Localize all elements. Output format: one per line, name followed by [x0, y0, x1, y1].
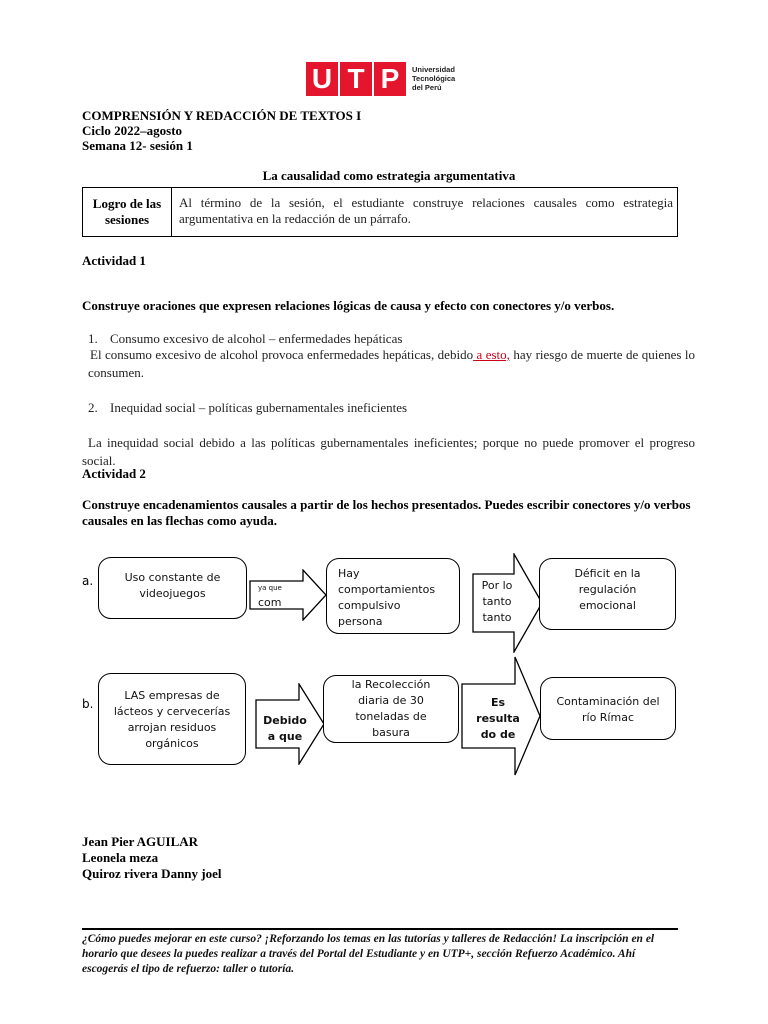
- item1-answer-text: hay riesgo de muerte de quienes lo consumen.: [88, 347, 695, 380]
- utp-logo: [306, 62, 474, 96]
- logo-letter-t: T: [340, 62, 372, 96]
- chain-b-cause-box: [98, 673, 246, 765]
- cycle-label: Ciclo 2022–agosto: [82, 123, 183, 138]
- logro-text: Al término de la sesión, el estudiante construye relaciones causales como estrategia argumentativa en la redacción de un párrafo.: [179, 195, 673, 226]
- chain-b-effect-box: [540, 677, 676, 740]
- logo-subtitle-line: Tecnológica: [412, 74, 456, 83]
- logo-letter-p: P: [374, 62, 406, 96]
- chain-b-label: b.: [82, 697, 94, 711]
- activity2-heading: Actividad 2: [82, 466, 146, 481]
- logo-subtitle-line: del Perú: [412, 83, 442, 92]
- page-title: La causalidad como estrategia argumentativa: [262, 168, 516, 183]
- course-title: COMPRENSIÓN Y REDACCIÓN DE TEXTOS I: [82, 108, 362, 123]
- logo-subtitle-line: Universidad: [412, 65, 455, 74]
- logo-subtitle: [412, 65, 455, 92]
- author-name: Leonela meza: [82, 850, 159, 865]
- author-name: Quiroz rivera Danny joel: [82, 866, 222, 881]
- chain-a-effect-box: [539, 558, 676, 630]
- chain-b-arrow-2-label: Es resulta do de: [476, 696, 520, 741]
- chain-a-arrow-2-label: Por lo tanto tanto: [481, 579, 513, 624]
- chain-b-cause-text: LAS empresas de lácteos y cervecerías arrojan residuos orgánicos: [113, 689, 231, 750]
- chain-b-arrow-1-label: Debido a que: [263, 714, 307, 743]
- item2-title: Inequidad social – políticas gubernamentales ineficientes: [110, 400, 408, 415]
- footer-divider: [82, 928, 678, 930]
- chain-a-arrow-1-label: com: [258, 596, 282, 609]
- week-label: Semana 12- sesión 1: [82, 138, 193, 153]
- logo-letter-u: U: [306, 62, 338, 96]
- footer-note: ¿Cómo puedes mejorar en este curso? ¡Reforzando los temas en las tutorías y talleres de Redacción! La inscripción en el horario que desees la puedes realizar a través del Portal del Estudiante y en UTP+, sección Refuerzo Académico. Ahí escogerás el tipo de refuerzo: taller o tutoría.: [82, 933, 655, 975]
- logro-label: Logro de las sesiones: [83, 188, 172, 236]
- item1-answer: [88, 346, 695, 382]
- chain-a-middle-box: [326, 558, 460, 634]
- item1-answer-text: El consumo excesivo de alcohol provoca enfermedades hepáticas, debido: [90, 347, 474, 362]
- activity1-instruction: Construye oraciones que expresen relaciones lógicas de causa y efecto con conectores y/o verbos.: [82, 298, 615, 313]
- chain-a-cause-box: [98, 557, 247, 619]
- chain-b-effect-text: Contaminación del río Rímac: [556, 695, 660, 724]
- chain-a-arrow-1-small: ya que: [258, 584, 282, 592]
- item1-title: Consumo excesivo de alcohol – enfermedades hepáticas: [110, 331, 403, 346]
- logro-table: [82, 187, 678, 237]
- chain-b-middle-box: [323, 675, 459, 743]
- item2-answer: La inequidad social debido a las políticas gubernamentales ineficientes; porque no puede promover el progreso social.: [82, 435, 695, 468]
- chain-a-label: a.: [82, 574, 94, 588]
- item2-number: 2.: [88, 400, 98, 415]
- chain-b-middle-text: la Recolección diaria de 30 toneladas de basura: [351, 678, 431, 739]
- activity2-instruction: Construye encadenamientos causales a partir de los hechos presentados. Puedes escribir conectores y/o verbos causales en las flechas como ayuda.: [82, 497, 691, 528]
- author-name: Jean Pier AGUILAR: [82, 834, 199, 849]
- item1-answer-connector: a esto,: [473, 347, 510, 362]
- chain-a-middle-text: Hay comportamientos compulsivo persona: [338, 567, 436, 628]
- chain-a-cause-text: Uso constante de videojuegos: [124, 571, 221, 600]
- item1-number: 1.: [88, 331, 98, 346]
- activity1-heading: Actividad 1: [82, 253, 146, 268]
- chain-a-effect-text: Déficit en la regulación emocional: [574, 567, 641, 612]
